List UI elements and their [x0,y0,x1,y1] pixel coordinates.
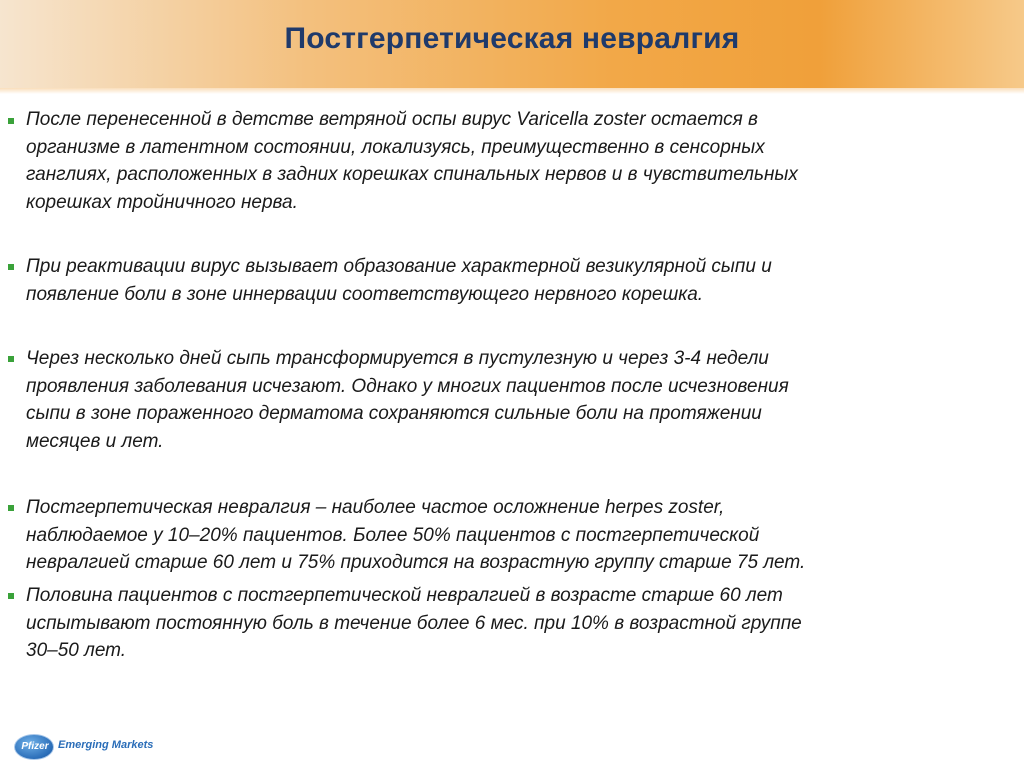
footer-brand [14,732,174,760]
square-bullet-icon [8,118,14,124]
square-bullet-icon [8,505,14,511]
square-bullet-icon [8,356,14,362]
footer-brand-text: Emerging Markets [58,739,154,751]
square-bullet-icon [8,264,14,270]
bullet-text: Через несколько дней сыпь трансформируется в пустулезную и через 3-4 недели проявления заболевания исчезают. Однако у многих пациентов после исчезновения сыпи в зоне пораженного дерматома сохраняются сильные боли на протяжении месяцев и лет. [26,348,789,452]
bullet-text: При реактивации вирус вызывает образование характерной везикулярной сыпи и появление боли в зоне иннервации соответствующего нервного корешка. [26,256,772,305]
bullet-text: Половина пациентов с постгерпетической невралгией в возрасте старше 60 лет испытывают постоянную боль в течение более 6 мес. при 10% в возрастной группе 30–50 лет. [26,585,802,661]
bullet-text: Постгерпетическая невралгия – наиболее частое осложнение herpes zoster, наблюдаемое у 10–20% пациентов. Более 50% пациентов с постгерпетической невралгией старше 60 лет и 75% приходится на возрастную группу старше 75 лет. [26,497,806,573]
square-bullet-icon [8,593,14,599]
bullet-text: После перенесенной в детстве ветряной оспы вирус Varicella zoster остается в организме в латентном состоянии, локализуясь, преимущественно в сенсорных ганглиях, расположенных в задних корешках спинальных нервов и в чувствительных корешках тройничного нерва. [26,109,798,213]
pfizer-logo-icon [14,734,54,760]
logo-label: Pfizer [21,741,49,752]
slide-title: Постгерпетическая невралгия [284,22,740,55]
